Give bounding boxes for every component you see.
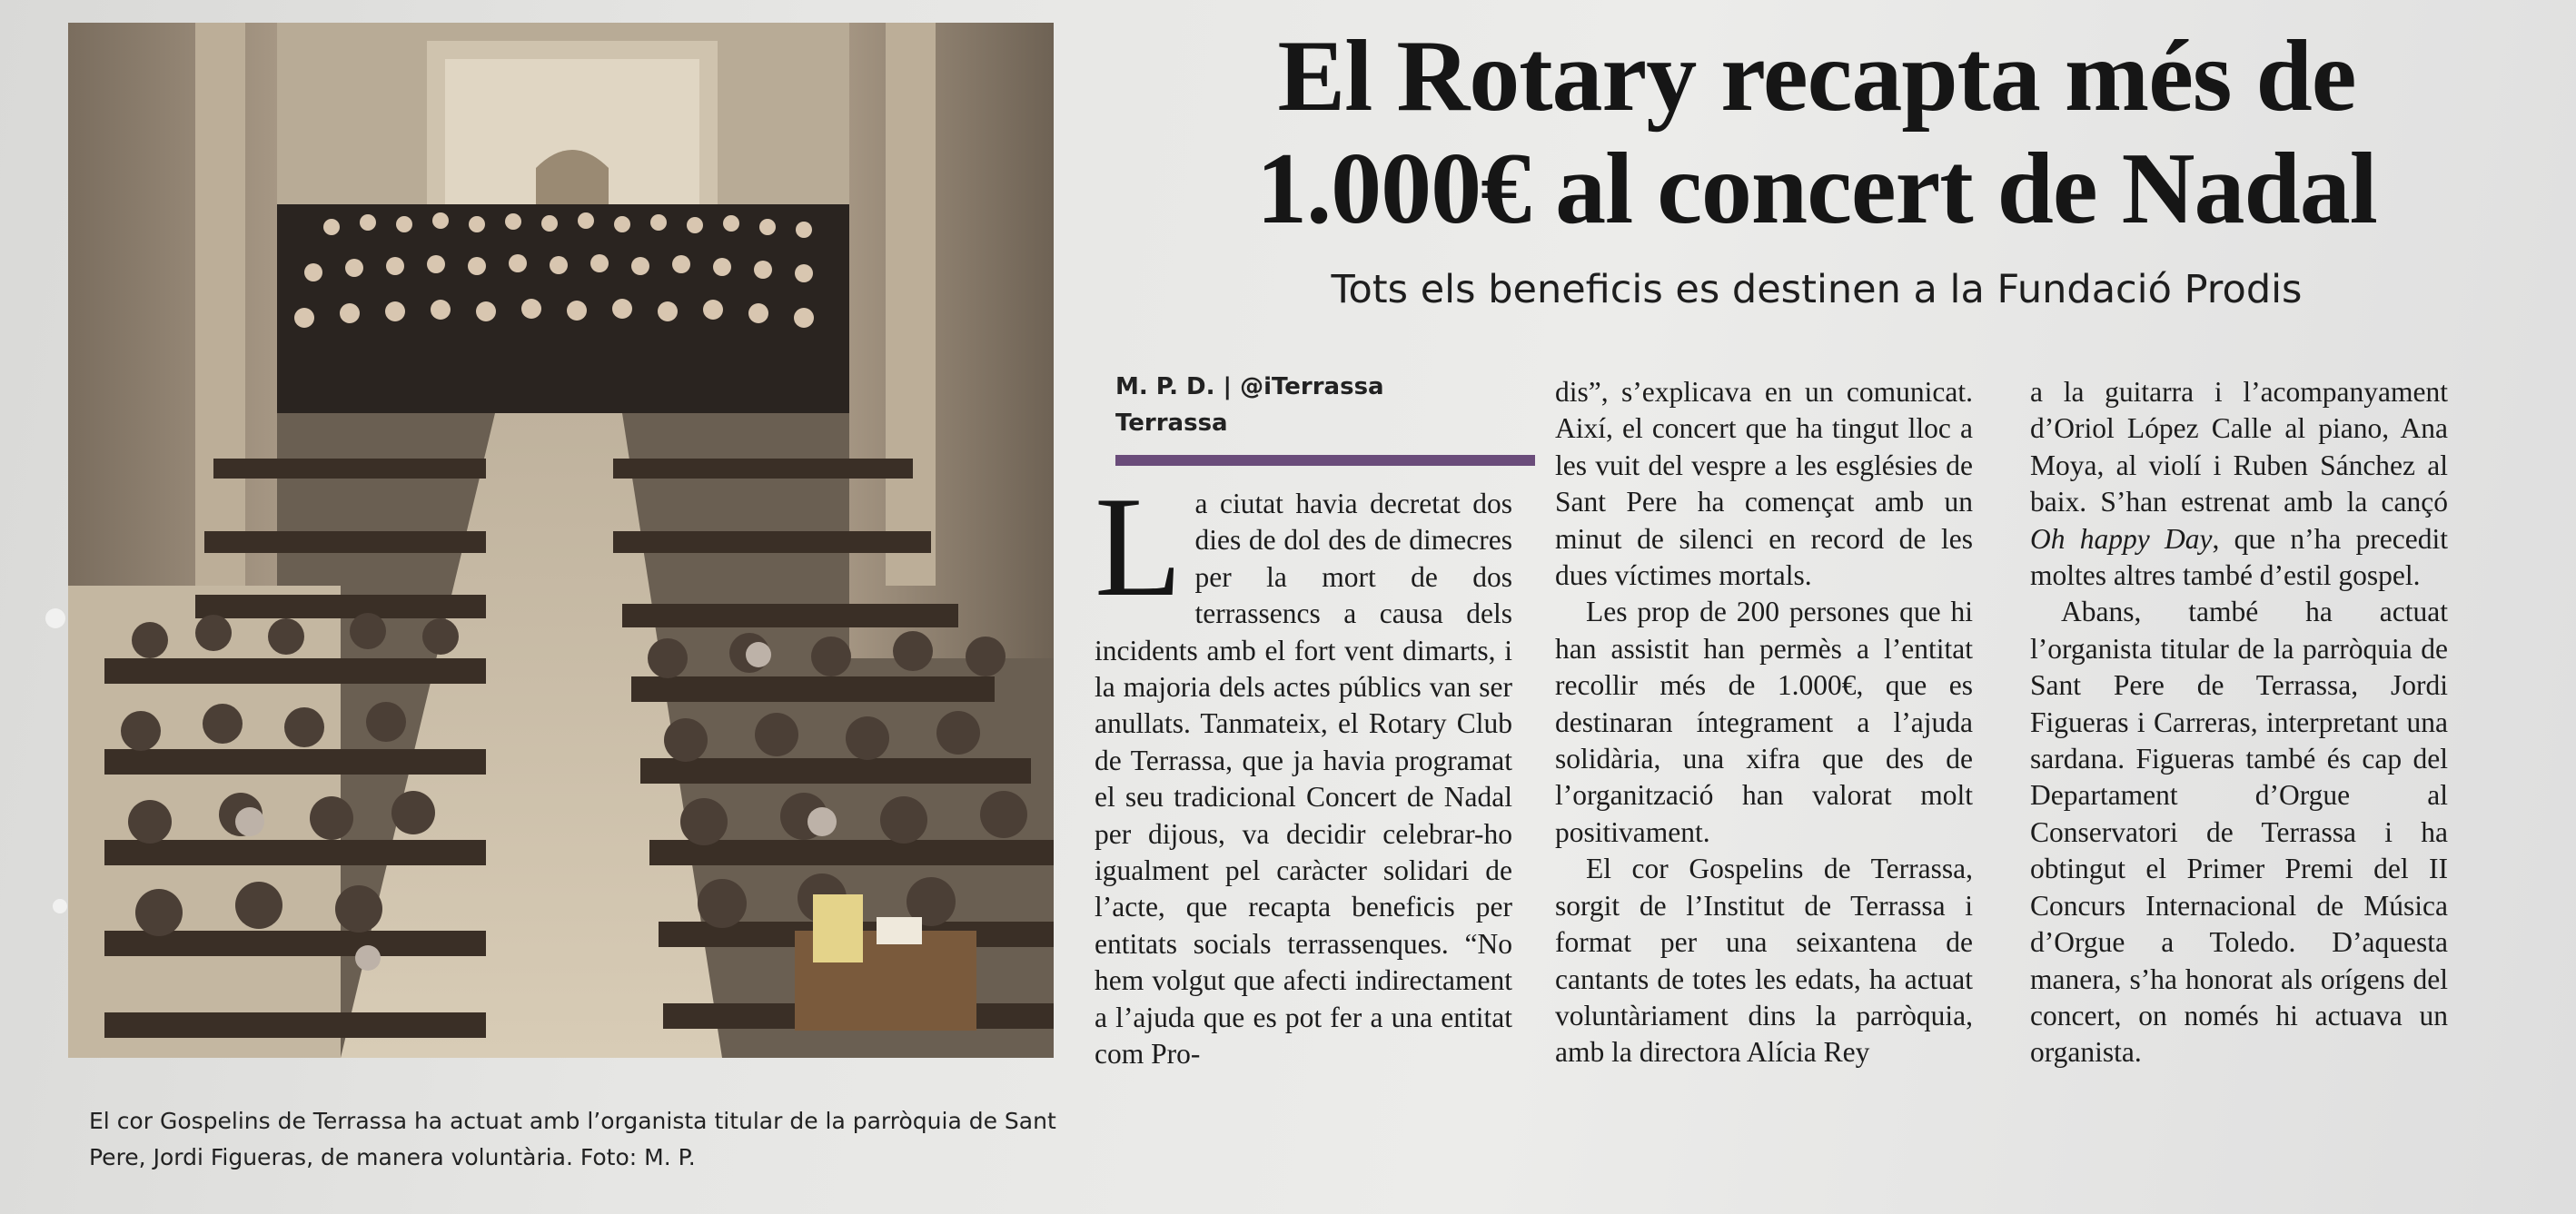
- drop-cap: L: [1095, 468, 1183, 627]
- photo-caption: El cor Gospelins de Terrassa ha actuat amb l’organista titular de la parròquia de Sant Pere, Jordi Figueras, de manera voluntària. Foto: M. P.: [89, 1108, 1056, 1170]
- byline-location: Terrassa: [1115, 410, 1228, 437]
- article-paragraph: dis”, s’explicava en un comunicat. Així, el concert que ha tingut lloc a les vuit del vespre a les esglésies de Sant Pere ha començat amb un minut de silenci en record de les dues víctimes mortals.: [1555, 376, 1973, 592]
- article-paragraph: Abans, també ha actuat l’organista titular de la parròquia de Sant Pere de Terrassa, Jordi Figueras i Carreras, interpretant una sardana. Figueras també és cap del Departament d’Orgue al Conservatori de Terrassa i ha obtingut el Primer Premi del II Concurs Internacional de Música d’Orgue a Toledo. D’aquesta manera, s’ha honorat als orígens del concert, on només hi actuava un organista.: [2030, 596, 2448, 1069]
- article-paragraph: [2030, 374, 2448, 594]
- paragraph-text: a ciutat havia decretat dos dies de dol des de dimecres per la mort de dos terrassencs a causa dels incidents amb el fort vent dimarts, i la majoria dels actes públics van ser anullats. Tanmateix, el Rotary Club de Terrassa, que ja havia programat el seu tradicional Concert de Nadal per dijous, va decidir celebrar-ho igualment pel caràcter solidari de l’acte, que recapta beneficis per entitats socials terrassenques. “No hem volgut que afecti indirectament a l’ajuda que es pot fer a una entitat com Pro-: [1095, 488, 1512, 1071]
- headline: [1072, 20, 2561, 245]
- headline-line-2: 1.000€ al concert de Nadal: [1256, 133, 2377, 245]
- church-concert-image: [68, 23, 1054, 1058]
- paragraph-text: , que n’ha precedit moltes altres també d’estil gospel.: [2030, 522, 2448, 592]
- headline-line-1: El Rotary recapta més de: [1277, 20, 2356, 133]
- article-paragraph: El cor Gospelins de Terrassa, sorgit de l’Institut de Terrassa i format per una seixantena de cantants de totes les edats, ha actuat voluntàriament dins la parròquia, amb la directora Alícia Rey: [1555, 853, 1973, 1069]
- byline-divider: [1115, 455, 1535, 466]
- song-title: Oh happy Day: [2030, 522, 2213, 555]
- subtitle: Tots els beneficis es destinen a la Fundació Prodis: [1331, 267, 2303, 312]
- article-column-2: [1555, 374, 1973, 1071]
- article-column-1: [1095, 468, 1512, 1073]
- paper-spot: [45, 608, 65, 628]
- paper-spot: [53, 899, 67, 913]
- paragraph-text: a la guitarra i l’acompanyament d’Oriol López Calle al piano, Ana Moya, al violí i Ruben Sánchez al baix. S’han estrenat amb la cançó: [2030, 376, 2448, 518]
- article-paragraph: [1095, 468, 1512, 1073]
- byline-author: M. P. D. | @iTerrassa: [1115, 373, 1384, 400]
- article-photo: [68, 23, 1054, 1058]
- article-column-3: [2030, 374, 2448, 1071]
- byline: [1115, 369, 1384, 441]
- article-paragraph: Les prop de 200 persones que hi han assistit han permès a l’entitat recollir més de 1.000€, que es destinaran íntegrament a l’ajuda solidària, una xifra que des de l’organització han valorat molt positivament.: [1555, 596, 1973, 848]
